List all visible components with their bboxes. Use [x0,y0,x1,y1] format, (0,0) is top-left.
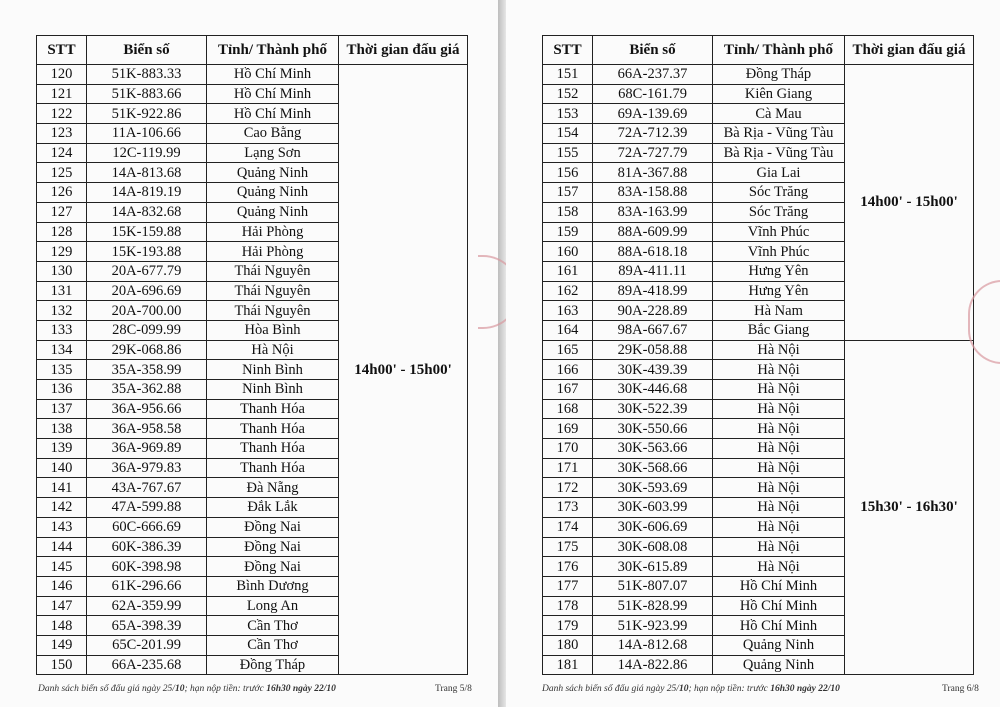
row-stt: 144 [37,537,87,557]
row-province: Hải Phòng [207,222,339,242]
row-province: Hà Nội [713,498,845,518]
row-province: Lạng Sơn [207,143,339,163]
row-stt: 138 [37,419,87,439]
row-stt: 154 [543,124,593,144]
row-stt: 130 [37,261,87,281]
row-plate: 83A-163.99 [593,202,713,222]
row-plate: 36A-969.89 [87,439,207,459]
row-province: Bắc Giang [713,320,845,340]
row-stt: 131 [37,281,87,301]
page-number: Trang 6/8 [942,684,979,694]
row-province: Cà Mau [713,104,845,124]
row-plate: 43A-767.67 [87,478,207,498]
row-stt: 167 [543,380,593,400]
row-stt: 180 [543,635,593,655]
row-province: Hồ Chí Minh [713,616,845,636]
row-plate: 60C-666.69 [87,517,207,537]
row-plate: 14A-822.86 [593,655,713,675]
row-province: Quảng Ninh [207,163,339,183]
row-province: Bình Dương [207,576,339,596]
row-plate: 68C-161.79 [593,84,713,104]
page-number: Trang 5/8 [435,684,472,694]
row-plate: 11A-106.66 [87,124,207,144]
row-province: Hà Nội [207,340,339,360]
row-stt: 128 [37,222,87,242]
row-plate: 62A-359.99 [87,596,207,616]
row-province: Hưng Yên [713,281,845,301]
header-stt: STT [543,36,593,65]
header-plate: Biển số [593,36,713,65]
row-plate: 30K-522.39 [593,399,713,419]
row-stt: 178 [543,596,593,616]
row-stt: 173 [543,498,593,518]
auction-table-left [36,35,468,675]
row-plate: 29K-068.86 [87,340,207,360]
row-plate: 51K-807.07 [593,576,713,596]
row-province: Hà Nội [713,340,845,360]
row-stt: 176 [543,557,593,577]
row-stt: 134 [37,340,87,360]
row-province: Quảng Ninh [713,655,845,675]
row-plate: 83A-158.88 [593,183,713,203]
row-stt: 147 [37,596,87,616]
footer-deadline: 16h30 ngày 22/10 [770,684,840,694]
row-stt: 125 [37,163,87,183]
row-plate: 47A-599.88 [87,498,207,518]
row-province: Thanh Hóa [207,439,339,459]
header-plate: Biển số [87,36,207,65]
row-stt: 150 [37,655,87,675]
row-province: Hồ Chí Minh [207,104,339,124]
row-province: Thái Nguyên [207,261,339,281]
row-stt: 122 [37,104,87,124]
row-stt: 129 [37,242,87,262]
row-province: Đồng Tháp [713,65,845,85]
page-left [0,0,498,707]
row-stt: 142 [37,498,87,518]
row-stt: 127 [37,202,87,222]
row-plate: 60K-398.98 [87,557,207,577]
header-auction-time: Thời gian đấu giá [845,36,974,65]
row-province: Quảng Ninh [207,183,339,203]
row-province: Đà Nẵng [207,478,339,498]
row-stt: 137 [37,399,87,419]
row-plate: 35A-358.99 [87,360,207,380]
row-stt: 143 [37,517,87,537]
row-province: Gia Lai [713,163,845,183]
row-plate: 88A-609.99 [593,222,713,242]
row-province: Hồ Chí Minh [713,596,845,616]
row-stt: 158 [543,202,593,222]
row-stt: 166 [543,360,593,380]
row-plate: 51K-922.86 [87,104,207,124]
row-plate: 20A-677.79 [87,261,207,281]
row-stt: 168 [543,399,593,419]
row-stt: 161 [543,261,593,281]
row-plate: 30K-615.89 [593,557,713,577]
row-plate: 30K-608.08 [593,537,713,557]
row-stt: 179 [543,616,593,636]
table-row [543,65,974,85]
row-stt: 157 [543,183,593,203]
row-plate: 12C-119.99 [87,143,207,163]
row-plate: 35A-362.88 [87,380,207,400]
page-gutter [498,0,506,707]
page-right [506,0,1000,707]
row-plate: 20A-700.00 [87,301,207,321]
row-province: Cao Bằng [207,124,339,144]
footer-prefix: Danh sách biển số đấu giá ngày 25/ [38,684,175,694]
row-province: Hà Nội [713,380,845,400]
row-stt: 146 [37,576,87,596]
header-stt: STT [37,36,87,65]
row-province: Thanh Hóa [207,399,339,419]
row-province: Sóc Trăng [713,183,845,203]
footer-mid: ; hạn nộp tiền: trước [184,684,267,694]
row-province: Hồ Chí Minh [713,576,845,596]
row-plate: 30K-568.66 [593,458,713,478]
header-province: Tỉnh/ Thành phố [207,36,339,65]
row-province: Hà Nội [713,360,845,380]
row-plate: 81A-367.88 [593,163,713,183]
row-province: Bà Rịa - Vũng Tàu [713,124,845,144]
row-province: Đồng Nai [207,517,339,537]
row-province: Hưng Yên [713,261,845,281]
row-stt: 139 [37,439,87,459]
row-stt: 141 [37,478,87,498]
row-stt: 171 [543,458,593,478]
row-province: Hòa Bình [207,320,339,340]
header-province: Tỉnh/ Thành phố [713,36,845,65]
row-stt: 155 [543,143,593,163]
row-province: Thái Nguyên [207,301,339,321]
footer-prefix: Danh sách biển số đấu giá ngày 25/ [542,684,679,694]
row-province: Đồng Nai [207,557,339,577]
row-stt: 162 [543,281,593,301]
row-stt: 124 [37,143,87,163]
row-stt: 159 [543,222,593,242]
footer-month: 10 [174,684,185,694]
row-plate: 66A-237.37 [593,65,713,85]
footer-note [38,684,336,694]
row-province: Vĩnh Phúc [713,242,845,262]
row-stt: 175 [543,537,593,557]
row-plate: 98A-667.67 [593,320,713,340]
row-plate: 14A-819.19 [87,183,207,203]
row-plate: 30K-446.68 [593,380,713,400]
row-plate: 72A-727.79 [593,143,713,163]
row-stt: 149 [37,635,87,655]
table-row [543,340,974,360]
row-plate: 30K-563.66 [593,439,713,459]
row-plate: 20A-696.69 [87,281,207,301]
row-province: Hồ Chí Minh [207,65,339,85]
row-stt: 160 [543,242,593,262]
row-province: Thanh Hóa [207,458,339,478]
row-plate: 51K-883.33 [87,65,207,85]
table-header-row [543,36,974,65]
row-plate: 51K-883.66 [87,84,207,104]
row-province: Long An [207,596,339,616]
row-plate: 14A-813.68 [87,163,207,183]
row-province: Kiên Giang [713,84,845,104]
footer-month: 10 [678,684,689,694]
auction-time-cell: 14h00' - 15h00' [845,65,974,341]
table-header-row [37,36,468,65]
row-stt: 153 [543,104,593,124]
row-stt: 133 [37,320,87,340]
footer-deadline: 16h30 ngày 22/10 [266,684,336,694]
row-stt: 120 [37,65,87,85]
row-province: Hà Nội [713,439,845,459]
row-stt: 132 [37,301,87,321]
row-plate: 66A-235.68 [87,655,207,675]
row-stt: 181 [543,655,593,675]
row-province: Đắk Lắk [207,498,339,518]
row-plate: 51K-923.99 [593,616,713,636]
row-plate: 51K-828.99 [593,596,713,616]
row-plate: 36A-958.58 [87,419,207,439]
table-row [37,65,468,85]
row-stt: 148 [37,616,87,636]
row-plate: 36A-979.83 [87,458,207,478]
auction-time-cell: 14h00' - 15h00' [339,65,468,675]
row-stt: 170 [543,439,593,459]
row-plate: 88A-618.18 [593,242,713,262]
row-province: Thanh Hóa [207,419,339,439]
row-province: Ninh Bình [207,360,339,380]
row-province: Hà Nội [713,458,845,478]
row-plate: 90A-228.89 [593,301,713,321]
row-province: Ninh Bình [207,380,339,400]
row-province: Quảng Ninh [713,635,845,655]
row-plate: 89A-418.99 [593,281,713,301]
row-province: Hà Nội [713,517,845,537]
row-province: Hồ Chí Minh [207,84,339,104]
row-province: Đồng Nai [207,537,339,557]
row-province: Đồng Tháp [207,655,339,675]
row-plate: 65C-201.99 [87,635,207,655]
row-plate: 60K-386.39 [87,537,207,557]
row-plate: 61K-296.66 [87,576,207,596]
row-province: Cần Thơ [207,616,339,636]
row-stt: 165 [543,340,593,360]
row-stt: 169 [543,419,593,439]
row-province: Hà Nam [713,301,845,321]
row-plate: 14A-832.68 [87,202,207,222]
row-province: Cần Thơ [207,635,339,655]
row-stt: 121 [37,84,87,104]
row-plate: 15K-193.88 [87,242,207,262]
row-province: Quảng Ninh [207,202,339,222]
row-stt: 135 [37,360,87,380]
row-province: Sóc Trăng [713,202,845,222]
auction-time-cell: 15h30' - 16h30' [845,340,974,675]
row-stt: 164 [543,320,593,340]
row-stt: 126 [37,183,87,203]
row-plate: 72A-712.39 [593,124,713,144]
row-stt: 136 [37,380,87,400]
row-stt: 177 [543,576,593,596]
row-province: Bà Rịa - Vũng Tàu [713,143,845,163]
row-province: Hà Nội [713,399,845,419]
row-plate: 30K-439.39 [593,360,713,380]
row-stt: 145 [37,557,87,577]
row-province: Hà Nội [713,537,845,557]
row-plate: 30K-550.66 [593,419,713,439]
header-auction-time: Thời gian đấu giá [339,36,468,65]
auction-table-right [542,35,974,675]
row-province: Hải Phòng [207,242,339,262]
row-plate: 30K-606.69 [593,517,713,537]
row-province: Hà Nội [713,478,845,498]
row-plate: 30K-603.99 [593,498,713,518]
row-stt: 163 [543,301,593,321]
row-province: Hà Nội [713,419,845,439]
row-plate: 36A-956.66 [87,399,207,419]
row-stt: 172 [543,478,593,498]
row-stt: 140 [37,458,87,478]
row-plate: 14A-812.68 [593,635,713,655]
row-stt: 152 [543,84,593,104]
row-province: Vĩnh Phúc [713,222,845,242]
row-stt: 156 [543,163,593,183]
row-stt: 151 [543,65,593,85]
row-stt: 174 [543,517,593,537]
row-plate: 89A-411.11 [593,261,713,281]
row-plate: 29K-058.88 [593,340,713,360]
row-plate: 69A-139.69 [593,104,713,124]
row-stt: 123 [37,124,87,144]
row-plate: 65A-398.39 [87,616,207,636]
footer-note [542,684,840,694]
footer-mid: ; hạn nộp tiền: trước [688,684,771,694]
row-plate: 15K-159.88 [87,222,207,242]
row-plate: 28C-099.99 [87,320,207,340]
row-plate: 30K-593.69 [593,478,713,498]
row-province: Thái Nguyên [207,281,339,301]
row-province: Hà Nội [713,557,845,577]
